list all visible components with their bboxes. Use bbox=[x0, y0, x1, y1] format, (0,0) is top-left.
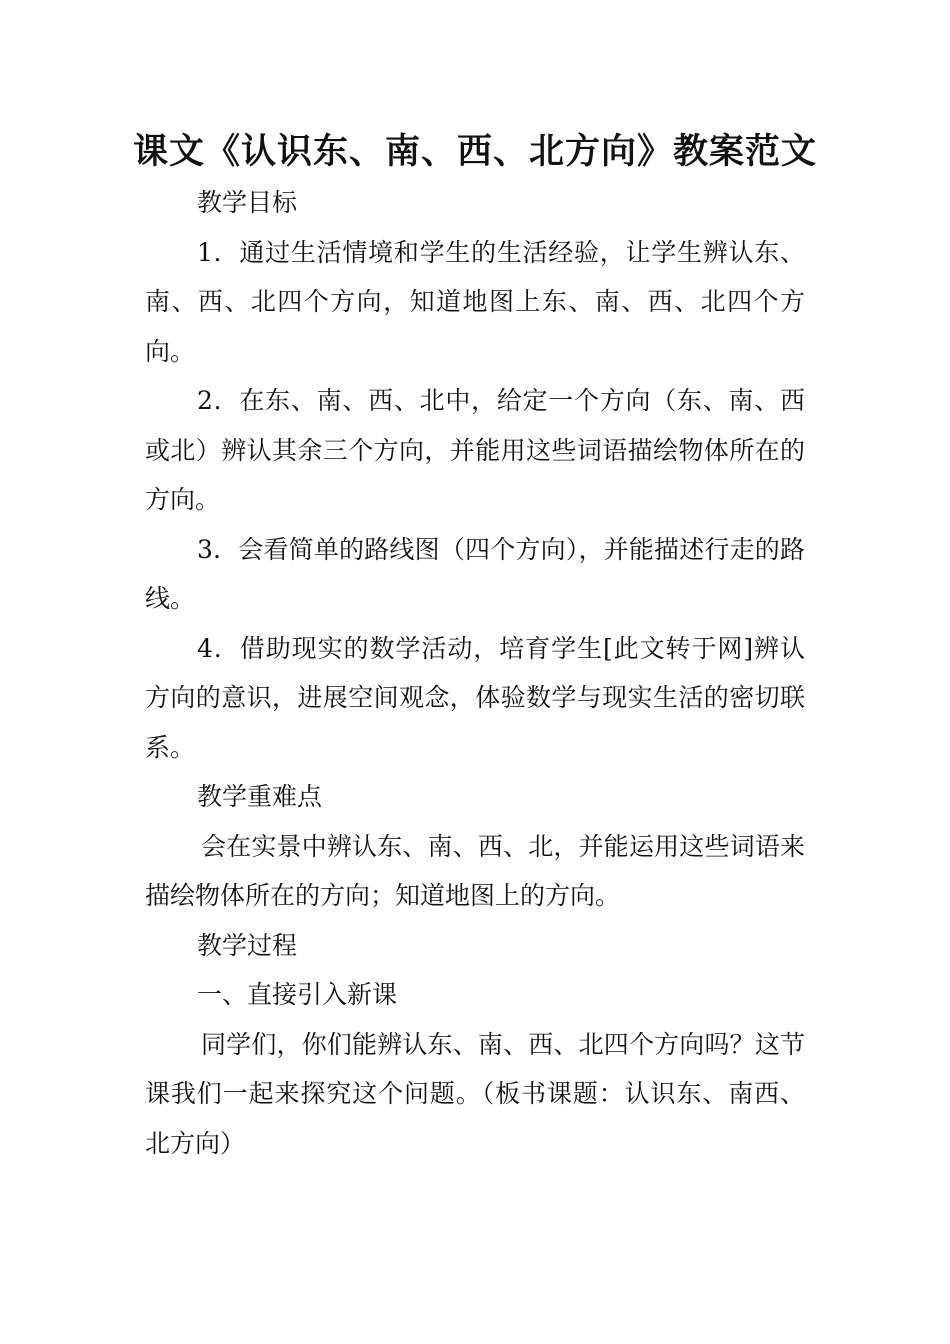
goal-item-2: 2．在东、南、西、北中，给定一个方向（东、南、西或北）辨认其余三个方向，并能用这些词语描绘物体所在的方向。 bbox=[145, 386, 805, 514]
section-heading-key-points: 教学重难点 bbox=[197, 782, 323, 811]
document-page bbox=[132, 128, 817, 1168]
goal-item-4: 4．借助现实的数学活动，培育学生[此文转于网]辨认方向的意识，进展空间观念，体验数学与现实生活的密切联系。 bbox=[145, 633, 805, 762]
process-step-1-text: 同学们，你们能辨认东、南、西、北四个方向吗？这节课我们一起来探究这个问题。（板书课题：认识东、南西、北方向） bbox=[145, 1029, 805, 1158]
goal-item-3: 3．会看简单的路线图（四个方向），并能描述行走的路线。 bbox=[145, 534, 805, 613]
goal-item-1: 1．通过生活情境和学生的生活经验，让学生辨认东、南、西、北四个方向，知道地图上东、南、西、北四个方向。 bbox=[145, 237, 805, 366]
key-points-text: 会在实景中辨认东、南、西、北，并能运用这些词语来描绘物体所在的方向；知道地图上的方向。 bbox=[145, 831, 805, 910]
section-heading-goals: 教学目标 bbox=[197, 188, 298, 217]
section-heading-process: 教学过程 bbox=[197, 930, 298, 960]
process-step-1-heading: 一、直接引入新课 bbox=[197, 980, 398, 1009]
document-title: 课文《认识东、南、西、北方向》教案范文 bbox=[132, 132, 817, 172]
